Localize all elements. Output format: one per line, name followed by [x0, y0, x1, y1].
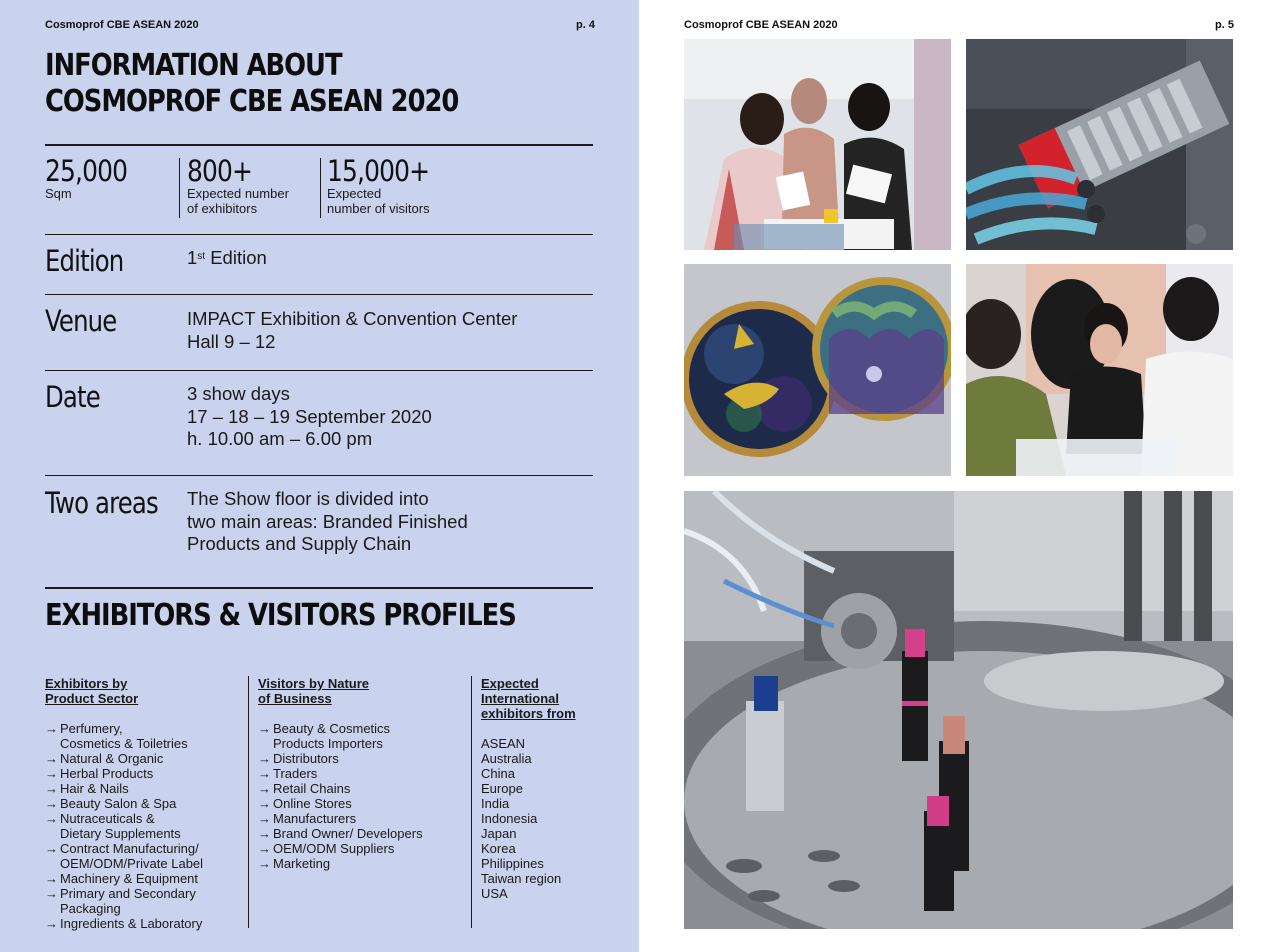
visitor-business-item: → Brand Owner/ Developers	[258, 826, 423, 841]
date-label: Date	[45, 380, 100, 414]
areas-value: The Show floor is divided into two main areas: Branded Finished Products and Supply Chain	[187, 488, 468, 554]
stat-exhibitors: 800+ Expected number of exhibitors	[187, 154, 289, 216]
country-item: Taiwan region	[481, 871, 562, 886]
exhibitor-sector-item: → Nutraceuticals & Dietary Supplements	[45, 811, 181, 841]
date-value: 3 show days 17 – 18 – 19 September 2020 h. 10.00 am – 6.00 pm	[187, 383, 432, 449]
exhibitor-sector-item: → Natural & Organic	[45, 751, 164, 766]
country-item: China	[481, 766, 515, 781]
profiles-title: EXHIBITORS & VISITORS PROFILES	[45, 598, 516, 633]
country-item: Europe	[481, 781, 523, 796]
divider	[45, 294, 593, 295]
arrow-right-icon: →	[258, 721, 271, 736]
divider	[45, 587, 593, 589]
exhibitor-sector-item: → Primary and Secondary Packaging	[45, 886, 196, 916]
exhibitor-sector-item: → Perfumery, Cosmetics & Toiletries	[45, 721, 188, 751]
visitor-business-item: → OEM/ODM Suppliers	[258, 841, 395, 856]
venue-value: IMPACT Exhibition & Convention Center Hall 9 – 12	[187, 308, 518, 352]
visitor-business-item: → Online Stores	[258, 796, 352, 811]
exhibitor-sector-item: → Herbal Products	[45, 766, 154, 781]
visitor-business-item: → Traders	[258, 766, 318, 781]
column-separator	[471, 676, 472, 928]
decorative-compacts-photo	[684, 264, 951, 476]
running-head: Cosmoprof CBE ASEAN 2020	[45, 19, 199, 31]
stat-area: 25,000 Sqm	[45, 154, 128, 201]
exhibitor-sector-item: → Hair & Nails	[45, 781, 129, 796]
machinery-tubes-photo	[966, 39, 1233, 250]
arrow-right-icon: →	[258, 751, 271, 766]
country-item: Japan	[481, 826, 517, 841]
exhibitor-sector-item: → Beauty Salon & Spa	[45, 796, 177, 811]
arrow-right-icon: →	[45, 781, 58, 796]
venue-label: Venue	[45, 304, 117, 338]
right-page	[639, 0, 1278, 952]
visitor-business-item: → Distributors	[258, 751, 339, 766]
page-number: p. 5	[1215, 19, 1234, 31]
arrow-right-icon: →	[258, 856, 271, 871]
international-column-title: Expected International exhibitors from	[481, 676, 576, 721]
edition-value: 1st Edition	[187, 247, 267, 268]
arrow-right-icon: →	[45, 886, 58, 901]
divider	[45, 370, 593, 371]
column-separator	[248, 676, 249, 928]
arrow-right-icon: →	[258, 826, 271, 841]
exhibitor-sector-item: → Ingredients & Laboratory	[45, 916, 203, 931]
visitor-business-item: → Beauty & Cosmetics Products Importers	[258, 721, 391, 751]
visitors-column-title: Visitors by Nature of Business	[258, 676, 370, 706]
areas-label: Two areas	[45, 486, 158, 520]
country-item: Indonesia	[481, 811, 538, 826]
visitors-at-booth-photo	[684, 39, 951, 250]
arrow-right-icon: →	[258, 766, 271, 781]
exhibitor-sector-item: → Machinery & Equipment	[45, 871, 199, 886]
running-head: Cosmoprof CBE ASEAN 2020	[684, 19, 838, 31]
exhibitors-column	[45, 676, 245, 931]
arrow-right-icon: →	[45, 766, 58, 781]
arrow-right-icon: →	[45, 841, 58, 856]
arrow-right-icon: →	[45, 811, 58, 826]
exhibitor-sector-item: → Contract Manufacturing/ OEM/ODM/Private Label	[45, 841, 204, 871]
visitor-business-item: → Retail Chains	[258, 781, 351, 796]
visitor-business-item: → Marketing	[258, 856, 331, 871]
arrow-right-icon: →	[258, 841, 271, 856]
country-item: ASEAN	[481, 736, 526, 751]
arrow-right-icon: →	[258, 796, 271, 811]
lipstick-production-photo	[684, 491, 1233, 929]
arrow-right-icon: →	[45, 796, 58, 811]
arrow-right-icon: →	[45, 916, 58, 931]
divider	[45, 234, 593, 235]
page-number: p. 4	[576, 19, 595, 31]
visitors-column	[258, 676, 463, 871]
country-item: India	[481, 796, 510, 811]
country-item: USA	[481, 886, 508, 901]
arrow-right-icon: →	[45, 721, 58, 736]
divider	[45, 475, 593, 476]
arrow-right-icon: →	[45, 751, 58, 766]
international-column	[481, 676, 601, 901]
page-title: INFORMATION ABOUT COSMOPROF CBE ASEAN 2020	[45, 48, 459, 119]
country-item: Australia	[481, 751, 532, 766]
arrow-right-icon: →	[258, 781, 271, 796]
country-item: Korea	[481, 841, 516, 856]
visitor-business-item: → Manufacturers	[258, 811, 357, 826]
arrow-right-icon: →	[45, 871, 58, 886]
exhibitors-column-title: Exhibitors by Product Sector	[45, 676, 139, 706]
beauty-consultation-photo	[966, 264, 1233, 476]
divider	[45, 144, 593, 146]
stat-separator	[320, 158, 321, 218]
country-item: Philippines	[481, 856, 544, 871]
edition-label: Edition	[45, 244, 124, 278]
stat-separator	[179, 158, 180, 218]
arrow-right-icon: →	[258, 811, 271, 826]
stat-visitors: 15,000+ Expected number of visitors	[327, 154, 430, 216]
